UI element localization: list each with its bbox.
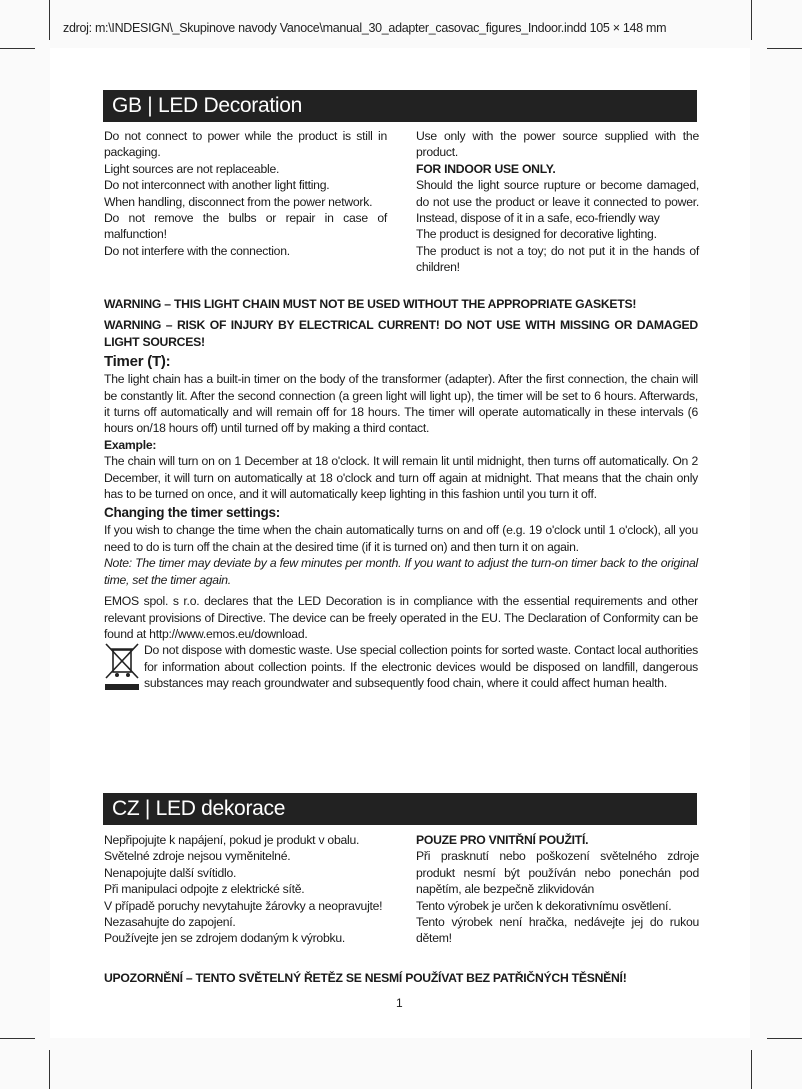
page-number: 1 <box>396 996 403 1010</box>
safety-item: Do not remove the bulbs or repair in case of malfunction! <box>104 211 387 242</box>
safety-item: Do not interfere with the connection. <box>104 243 290 258</box>
safety-item: Nezasahujte do zapojení. <box>104 915 236 930</box>
safety-item: Nenapojujte další svítidlo. <box>104 865 237 880</box>
safety-item: Light sources are not replaceable. <box>104 161 280 176</box>
crop-mark <box>0 48 35 49</box>
timer-note: Note: The timer may deviate by a few minutes per month. If you want to adjust the turn-on timer back to the original time, set the timer again. <box>104 556 698 587</box>
disposal-paragraph <box>104 642 698 691</box>
safety-item: V případě poruchy nevytahujte žárovky a neopravujte! <box>104 898 383 913</box>
gb-main-text <box>104 296 698 692</box>
warning-gaskets: WARNING – THIS LIGHT CHAIN MUST NOT BE USED WITHOUT THE APPROPRIATE GASKETS! <box>104 297 637 311</box>
safety-item: Světelné zdroje nejsou vyměnitelné. <box>104 849 291 864</box>
safety-item: Nepřipojujte k napájení, pokud je produkt v obalu. <box>104 833 360 847</box>
safety-item: Do not interconnect with another light fitting. <box>104 178 330 193</box>
crop-mark <box>767 48 802 49</box>
cz-left-column <box>104 832 387 947</box>
timer-text: The light chain has a built-in timer on the body of the transformer (adapter). After the first connection, the chain will be constantly lit. After the second connection (a green light will light up), the timer will be set to 6 hours. Afterwards, it turns off automatically and will remain off for 18 hours. The timer will operate automatically in these intervals (6 hours on/18 hours off) until turned off by making a third contact. <box>104 372 698 436</box>
crop-mark <box>751 0 752 40</box>
changing-heading: Changing the timer settings: <box>104 505 281 521</box>
cz-right-column <box>416 832 699 947</box>
changing-text: If you wish to change the time when the chain automatically turns on and off (e.g. 19 o'clock until 1 o'clock), all you need to do is turn off the chain at the desired time (if it is turned on) and then turn it on again. <box>104 523 698 554</box>
safety-item: Při manipulaci odpojte z elektrické sítě. <box>104 882 305 897</box>
example-text: The chain will turn on on 1 December at 18 o'clock. It will remain lit until midnight, then turns off automatically. On 2 December, it will turn on automatically at 18 o'clock and turn off again at midnight. That means that the chain only has to be turned on once, and it will automatically keep lighting in this fashion until you turn it off. <box>104 454 698 502</box>
crop-mark <box>0 1038 35 1039</box>
disposal-text: Do not dispose with domestic waste. Use special collection points for sorted waste. Contact local authorities for information about collection points. If the electronic devices would be disposed on landfill, dangerous substances may reach groundwater and subsequently food chain, where it could affect human health. <box>144 643 698 691</box>
gb-left-column <box>104 128 387 259</box>
crop-mark <box>49 1050 50 1089</box>
section-header-gb: GB | LED Decoration <box>103 90 697 122</box>
safety-item: Při prasknutí nebo poškození světelného zdroje produkt nesmí být používán nebo ponechán pod napětím, ale bezpečně zlikvidován <box>416 849 699 897</box>
safety-item: Používejte jen se zdrojem dodaným k výrobku. <box>104 931 345 946</box>
crop-mark <box>767 1038 802 1039</box>
timer-heading: Timer (T): <box>104 353 171 371</box>
safety-item: When handling, disconnect from the power network. <box>104 194 373 209</box>
example-label: Example: <box>104 437 157 452</box>
crop-mark <box>49 0 50 40</box>
safety-item: Use only with the power source supplied with the product. <box>416 129 699 160</box>
section-header-cz: CZ | LED dekorace <box>103 793 697 825</box>
weee-bin-icon <box>104 642 140 692</box>
file-slug: zdroj: m:\INDESIGN\_Skupinove navody Vanoce\manual_30_adapter_casovac_figures_Indoor.indd 105 × 148 mm <box>63 21 667 35</box>
indoor-notice: POUZE PRO VNITŘNÍ POUŽITÍ. <box>416 833 589 847</box>
warning-electrical: WARNING – RISK OF INJURY BY ELECTRICAL CURRENT! DO NOT USE WITH MISSING OR DAMAGED LIGHT SOURCES! <box>104 318 698 349</box>
safety-item: Tento výrobek je určen k dekorativnímu osvětlení. <box>416 898 672 913</box>
safety-item: Tento výrobek není hračka, nedávejte jej do rukou dětem! <box>416 915 699 946</box>
safety-item: The product is not a toy; do not put it in the hands of children! <box>416 243 699 275</box>
safety-item: Do not connect to power while the product is still in packaging. <box>104 129 387 160</box>
gb-right-column <box>416 128 699 276</box>
crop-mark <box>751 1050 752 1089</box>
safety-item: Should the light source rupture or become damaged, do not use the product or leave it connected to power. Instead, dispose of it in a safe, eco-friendly way <box>416 178 699 226</box>
cz-warning: UPOZORNĚNÍ – TENTO SVĚTELNÝ ŘETĚZ SE NESMÍ POUŽÍVAT BEZ PATŘIČNÝCH TĚSNĚNÍ! <box>104 971 627 985</box>
safety-item: The product is designed for decorative lighting. <box>416 227 657 242</box>
indoor-notice: FOR INDOOR USE ONLY. <box>416 161 556 176</box>
conformity-statement: EMOS spol. s r.o. declares that the LED Decoration is in compliance with the essential requirements and other relevant provisions of Directive. The device can be freely operated in the EU. The Declaration of Conformity can be found at http://www.emos.eu/download. <box>104 594 698 641</box>
